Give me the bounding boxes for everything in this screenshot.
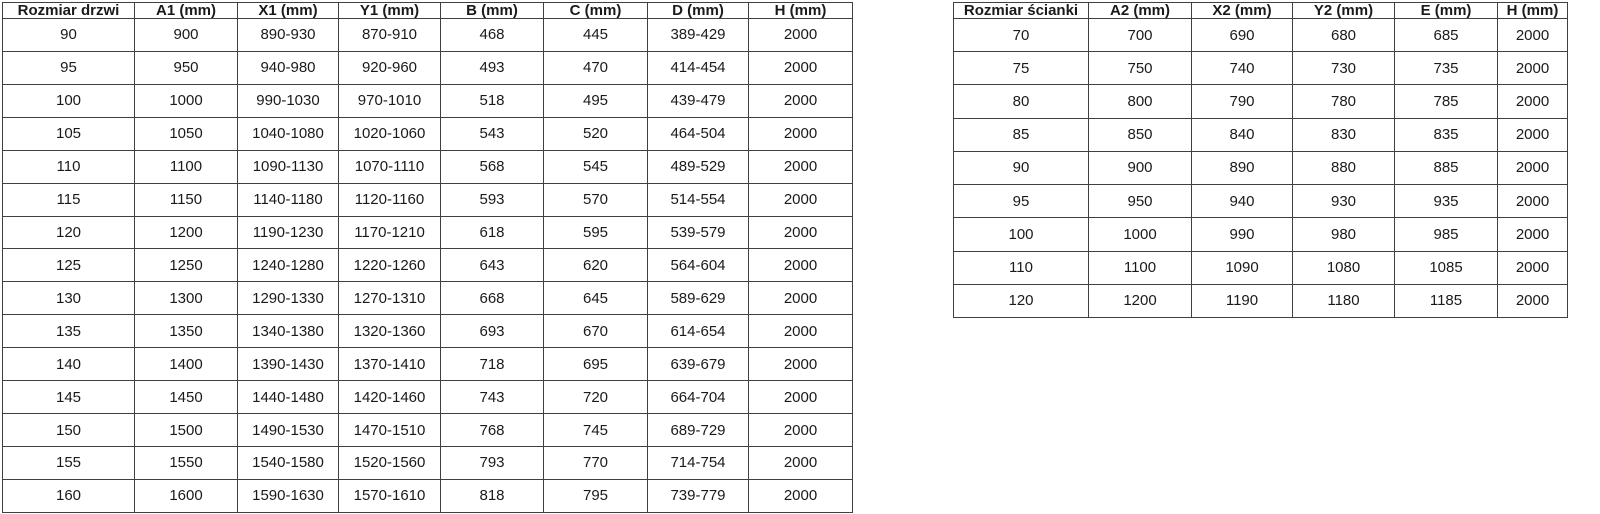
table-cell: 75	[954, 52, 1089, 85]
table-cell: 2000	[749, 479, 853, 512]
table-cell: 120	[954, 284, 1089, 317]
table-cell: 830	[1293, 118, 1395, 151]
table-cell: 2000	[749, 150, 853, 183]
table-cell: 1350	[135, 315, 238, 348]
table-cell: 1040-1080	[238, 117, 339, 150]
table-cell: 2000	[1498, 118, 1568, 151]
column-header: H (mm)	[749, 3, 853, 19]
door-size-table	[2, 2, 853, 513]
table-row	[3, 446, 853, 479]
table-cell: 1140-1180	[238, 183, 339, 216]
table-cell: 1290-1330	[238, 282, 339, 315]
table-cell: 495	[544, 84, 648, 117]
table-cell: 1000	[1089, 218, 1192, 251]
table-cell: 800	[1089, 85, 1192, 118]
table-cell: 1100	[135, 150, 238, 183]
table-cell: 990	[1192, 218, 1293, 251]
table-cell: 900	[1089, 151, 1192, 184]
table-cell: 70	[954, 19, 1089, 52]
table-cell: 1340-1380	[238, 315, 339, 348]
table-cell: 885	[1395, 151, 1498, 184]
column-header: D (mm)	[648, 3, 749, 19]
table-row	[3, 282, 853, 315]
table-cell: 1520-1560	[339, 446, 441, 479]
table-cell: 680	[1293, 19, 1395, 52]
table-cell: 695	[544, 348, 648, 381]
table-cell: 1185	[1395, 284, 1498, 317]
table-cell: 2000	[1498, 85, 1568, 118]
table-row	[954, 185, 1568, 218]
table-cell: 620	[544, 249, 648, 282]
table-row	[3, 51, 853, 84]
table-row	[954, 151, 1568, 184]
table-cell: 439-479	[648, 84, 749, 117]
table-cell: 539-579	[648, 216, 749, 249]
table-row	[954, 19, 1568, 52]
table-cell: 80	[954, 85, 1089, 118]
header-row	[3, 3, 853, 19]
table-cell: 1090-1130	[238, 150, 339, 183]
table-cell: 1440-1480	[238, 381, 339, 414]
table-cell: 850	[1089, 118, 1192, 151]
table-cell: 100	[3, 84, 135, 117]
table-cell: 1420-1460	[339, 381, 441, 414]
table-cell: 795	[544, 479, 648, 512]
column-header: X2 (mm)	[1192, 3, 1293, 19]
column-header: C (mm)	[544, 3, 648, 19]
table-cell: 1450	[135, 381, 238, 414]
table-cell: 595	[544, 216, 648, 249]
column-header: Y1 (mm)	[339, 3, 441, 19]
table-cell: 95	[3, 51, 135, 84]
table-cell: 125	[3, 249, 135, 282]
table-cell: 1020-1060	[339, 117, 441, 150]
column-header: B (mm)	[441, 3, 544, 19]
table-cell: 2000	[749, 183, 853, 216]
table-row	[3, 414, 853, 447]
table-cell: 670	[544, 315, 648, 348]
table-cell: 2000	[749, 249, 853, 282]
table-cell: 155	[3, 446, 135, 479]
table-cell: 2000	[1498, 52, 1568, 85]
table-cell: 2000	[749, 348, 853, 381]
table-cell: 1600	[135, 479, 238, 512]
table-cell: 85	[954, 118, 1089, 151]
table-cell: 890-930	[238, 19, 339, 52]
table-cell: 1085	[1395, 251, 1498, 284]
table-cell: 740	[1192, 52, 1293, 85]
table-cell: 120	[3, 216, 135, 249]
table-cell: 1220-1260	[339, 249, 441, 282]
table-cell: 160	[3, 479, 135, 512]
table-cell: 2000	[1498, 151, 1568, 184]
table-row	[3, 84, 853, 117]
table-cell: 1080	[1293, 251, 1395, 284]
table-cell: 743	[441, 381, 544, 414]
table-row	[3, 249, 853, 282]
table-cell: 940	[1192, 185, 1293, 218]
table-cell: 730	[1293, 52, 1395, 85]
table-cell: 1000	[135, 84, 238, 117]
table-cell: 545	[544, 150, 648, 183]
table-cell: 468	[441, 19, 544, 52]
table-cell: 870-910	[339, 19, 441, 52]
table-cell: 970-1010	[339, 84, 441, 117]
table-cell: 1200	[135, 216, 238, 249]
table-cell: 110	[3, 150, 135, 183]
table-cell: 793	[441, 446, 544, 479]
table-cell: 985	[1395, 218, 1498, 251]
table-cell: 90	[3, 19, 135, 52]
table-cell: 1550	[135, 446, 238, 479]
table-row	[3, 381, 853, 414]
table-cell: 2000	[749, 414, 853, 447]
table-cell: 564-604	[648, 249, 749, 282]
table-cell: 1070-1110	[339, 150, 441, 183]
table-cell: 1190	[1192, 284, 1293, 317]
column-header: A2 (mm)	[1089, 3, 1192, 19]
column-header: H (mm)	[1498, 3, 1568, 19]
column-header: Rozmiar ścianki	[954, 3, 1089, 19]
column-header: Rozmiar drzwi	[3, 3, 135, 19]
table-cell: 589-629	[648, 282, 749, 315]
table-cell: 950	[135, 51, 238, 84]
table-cell: 980	[1293, 218, 1395, 251]
table-cell: 2000	[749, 51, 853, 84]
table-cell: 785	[1395, 85, 1498, 118]
table-cell: 920-960	[339, 51, 441, 84]
table-row	[954, 118, 1568, 151]
table-cell: 105	[3, 117, 135, 150]
table-cell: 818	[441, 479, 544, 512]
table-row	[954, 52, 1568, 85]
table-cell: 489-529	[648, 150, 749, 183]
table-cell: 414-454	[648, 51, 749, 84]
wall-size-table	[953, 2, 1568, 318]
table-row	[3, 183, 853, 216]
table-cell: 1240-1280	[238, 249, 339, 282]
table-row	[3, 150, 853, 183]
table-cell: 685	[1395, 19, 1498, 52]
table-cell: 100	[954, 218, 1089, 251]
table-cell: 470	[544, 51, 648, 84]
table-cell: 2000	[749, 282, 853, 315]
table-cell: 520	[544, 117, 648, 150]
table-cell: 140	[3, 348, 135, 381]
table-cell: 1500	[135, 414, 238, 447]
table-row	[954, 85, 1568, 118]
table-cell: 639-679	[648, 348, 749, 381]
table-row	[3, 315, 853, 348]
column-header: X1 (mm)	[238, 3, 339, 19]
table-cell: 720	[544, 381, 648, 414]
column-header: A1 (mm)	[135, 3, 238, 19]
table-cell: 493	[441, 51, 544, 84]
table-cell: 890	[1192, 151, 1293, 184]
table-cell: 568	[441, 150, 544, 183]
table-cell: 518	[441, 84, 544, 117]
table-cell: 135	[3, 315, 135, 348]
table-cell: 514-554	[648, 183, 749, 216]
table-cell: 835	[1395, 118, 1498, 151]
table-row	[3, 479, 853, 512]
table-cell: 940-980	[238, 51, 339, 84]
table-cell: 543	[441, 117, 544, 150]
table-cell: 1320-1360	[339, 315, 441, 348]
table-cell: 1050	[135, 117, 238, 150]
table-cell: 690	[1192, 19, 1293, 52]
table-cell: 1570-1610	[339, 479, 441, 512]
table-cell: 1300	[135, 282, 238, 315]
table-cell: 990-1030	[238, 84, 339, 117]
column-header: E (mm)	[1395, 3, 1498, 19]
table-cell: 2000	[1498, 185, 1568, 218]
table-cell: 115	[3, 183, 135, 216]
table-cell: 780	[1293, 85, 1395, 118]
table-cell: 1470-1510	[339, 414, 441, 447]
table-cell: 900	[135, 19, 238, 52]
table-cell: 618	[441, 216, 544, 249]
table-cell: 445	[544, 19, 648, 52]
table-cell: 1200	[1089, 284, 1192, 317]
table-cell: 2000	[1498, 19, 1568, 52]
table-cell: 930	[1293, 185, 1395, 218]
table-cell: 714-754	[648, 446, 749, 479]
table-cell: 2000	[1498, 251, 1568, 284]
table-cell: 2000	[749, 216, 853, 249]
table-cell: 645	[544, 282, 648, 315]
table-cell: 664-704	[648, 381, 749, 414]
table-cell: 593	[441, 183, 544, 216]
table-cell: 1090	[1192, 251, 1293, 284]
table-cell: 768	[441, 414, 544, 447]
table-row	[954, 218, 1568, 251]
table-row	[3, 348, 853, 381]
table-cell: 770	[544, 446, 648, 479]
table-cell: 1390-1430	[238, 348, 339, 381]
table-cell: 880	[1293, 151, 1395, 184]
table-cell: 745	[544, 414, 648, 447]
table-cell: 668	[441, 282, 544, 315]
table-cell: 750	[1089, 52, 1192, 85]
table-row	[3, 117, 853, 150]
table-cell: 1270-1310	[339, 282, 441, 315]
table-cell: 790	[1192, 85, 1293, 118]
table-cell: 1370-1410	[339, 348, 441, 381]
table-cell: 950	[1089, 185, 1192, 218]
table-cell: 693	[441, 315, 544, 348]
table-cell: 389-429	[648, 19, 749, 52]
table-cell: 1540-1580	[238, 446, 339, 479]
table-cell: 1490-1530	[238, 414, 339, 447]
table-row	[3, 216, 853, 249]
table-cell: 1100	[1089, 251, 1192, 284]
column-header: Y2 (mm)	[1293, 3, 1395, 19]
table-cell: 150	[3, 414, 135, 447]
table-cell: 2000	[749, 19, 853, 52]
table-row	[3, 19, 853, 52]
table-cell: 2000	[749, 446, 853, 479]
header-row	[954, 3, 1568, 19]
table-cell: 1400	[135, 348, 238, 381]
table-cell: 110	[954, 251, 1089, 284]
table-cell: 718	[441, 348, 544, 381]
table-cell: 739-779	[648, 479, 749, 512]
table-cell: 2000	[1498, 218, 1568, 251]
table-row	[954, 251, 1568, 284]
table-cell: 614-654	[648, 315, 749, 348]
table-cell: 2000	[749, 315, 853, 348]
table-cell: 145	[3, 381, 135, 414]
table-cell: 95	[954, 185, 1089, 218]
table-cell: 90	[954, 151, 1089, 184]
table-cell: 840	[1192, 118, 1293, 151]
table-cell: 1250	[135, 249, 238, 282]
table-cell: 1190-1230	[238, 216, 339, 249]
table-cell: 700	[1089, 19, 1192, 52]
table-cell: 935	[1395, 185, 1498, 218]
table-cell: 1180	[1293, 284, 1395, 317]
table-cell: 735	[1395, 52, 1498, 85]
table-cell: 2000	[1498, 284, 1568, 317]
table-cell: 570	[544, 183, 648, 216]
table-cell: 643	[441, 249, 544, 282]
table-cell: 2000	[749, 84, 853, 117]
table-cell: 2000	[749, 117, 853, 150]
table-cell: 1150	[135, 183, 238, 216]
table-cell: 1170-1210	[339, 216, 441, 249]
table-cell: 689-729	[648, 414, 749, 447]
table-cell: 1590-1630	[238, 479, 339, 512]
table-cell: 1120-1160	[339, 183, 441, 216]
table-cell: 130	[3, 282, 135, 315]
table-cell: 464-504	[648, 117, 749, 150]
table-row	[954, 284, 1568, 317]
table-cell: 2000	[749, 381, 853, 414]
